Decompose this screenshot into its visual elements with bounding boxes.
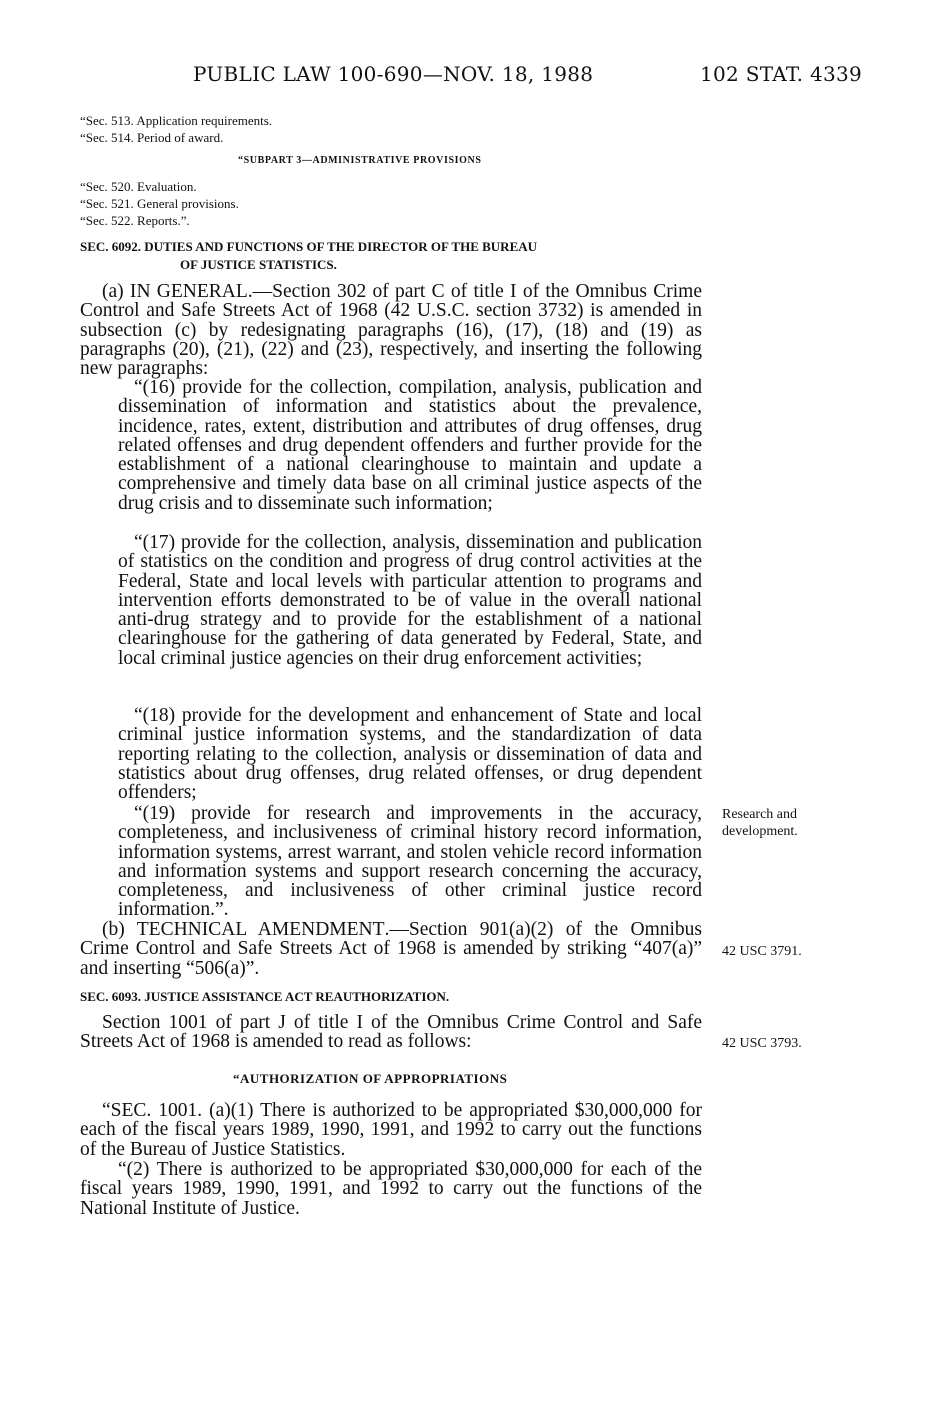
intro-text: Section 1001 of part J of title I of the Omnibus Crime Control and Safe Streets Act of 1968 is amended to read as follows: (80, 1012, 702, 1053)
subsection-text: .—Section 901(a)(2) of the Omnibus Crime Control and Safe Streets Act of 1968 is amended by striking “407(a)” and inserting “506(a)”. (80, 919, 702, 979)
sec-label: EC (121, 1100, 147, 1121)
subsection-heading: ECHNICAL AMENDMENT (148, 919, 385, 940)
paragraph-16 (118, 378, 702, 513)
paragraph-text: “(2) There is authorized to be appropriated $30,000,000 for each of the fiscal years 1989, 1990, 1991, and 1992 to carry out the functions of the National Institute of Justice. (80, 1159, 702, 1219)
margin-note-line: development. (722, 824, 798, 839)
paragraph-18 (118, 706, 702, 802)
toc-entry: “Sec. 522. Reports.”. (80, 213, 190, 228)
margin-note-usc3793: 42 USC 3793. (722, 1036, 802, 1051)
page-header-stat: 102 STAT. 4339 (700, 62, 863, 86)
subsection-b (80, 920, 702, 978)
subsection-label: (a) I (102, 281, 137, 302)
section-heading-6093: SEC. 6093. JUSTICE ASSISTANCE ACT REAUTHORIZATION. (80, 989, 450, 1004)
toc-entry: “Sec. 520. Evaluation. (80, 179, 197, 194)
toc-entry: “Sec. 514. Period of award. (80, 130, 224, 145)
authorization-heading: “AUTHORIZATION OF APPROPRIATIONS (233, 1071, 508, 1086)
section-heading-line: OF JUSTICE STATISTICS. (180, 257, 337, 272)
toc-entry: “Sec. 513. Application requirements. (80, 113, 273, 128)
margin-note-line: Research and (722, 807, 798, 822)
subpart-heading: “SUBPART 3—ADMINISTRATIVE PROVISIONS (238, 155, 482, 166)
section-1001-a2 (80, 1160, 702, 1218)
subsection-label: (b) T (102, 919, 149, 940)
margin-note-usc3791: 42 USC 3791. (722, 944, 802, 959)
section-6093-intro (80, 1013, 702, 1052)
paragraph-19 (118, 804, 702, 920)
margin-note-research (722, 806, 798, 840)
quote-open: “S (102, 1100, 122, 1121)
paragraph-text: “(16) provide for the collection, compilation, analysis, publication and dissemination of information and statistics about the prevalence, incidence, rates, extent, distribution and attributes of drug offenses, drug related offenses and drug dependent offenders and further provide for the establishment of a national clearinghouse to maintain and update a comprehensive and timely data base on all criminal justice aspects of the drug crisis and to disseminate such information; (118, 377, 702, 514)
subsection-text: .—Section 302 of part C of title I of the Omnibus Crime Control and Safe Streets Act of 1968 (42 U.S.C. section 3732) is amended in subsection (c) by redesignating paragraphs (16), (17), (18) and (19) as paragraphs (20), (21), (22) and (23), respectively, and inserting the following new paragraphs: (80, 281, 703, 380)
paragraph-text: “(19) provide for research and improvements in the accuracy, completeness, and inclusiveness of criminal history record information, information systems, arrest warrant, and stolen vehicle record information and information systems and support research concerning the accuracy, completeness, and inclusiveness of other criminal justice record information.”. (118, 803, 702, 921)
paragraph-text: . 1001. (a)(1) There is authorized to be appropriated $30,000,000 for each of the fiscal years 1989, 1990, 1991, and 1992 to carry out the functions of the Bureau of Justice Statistics. (80, 1100, 702, 1160)
section-heading-line: SEC. 6092. DUTIES AND FUNCTIONS OF THE DIRECTOR OF THE BUREAU (80, 239, 538, 254)
subsection-heading: N GENERAL (136, 281, 248, 302)
section-heading-6092 (80, 238, 702, 274)
paragraph-text: “(18) provide for the development and enhancement of State and local criminal justice information systems, and the standardization of data reporting relating to the collection, analysis or dissemination of data and statistics about drug offenses, drug related offenses, or drug dependent offenders; (118, 705, 702, 804)
toc-entry: “Sec. 521. General provisions. (80, 196, 239, 211)
paragraph-text: “(17) provide for the collection, analysis, dissemination and publication of statistics on the condition and progress of drug control activities at the Federal, State and local levels with particular attention to programs and intervention efforts demonstrated to be of value in the overall national anti-drug strategy and to provide for the establishment of a national clearinghouse for the gathering of data generated by Federal, State, and local criminal justice agencies on their drug enforcement activities; (118, 532, 702, 669)
page-header-title: PUBLIC LAW 100-690—NOV. 18, 1988 (193, 62, 594, 86)
section-1001-a1 (80, 1101, 702, 1159)
subsection-a (80, 282, 702, 378)
paragraph-17 (118, 533, 702, 668)
